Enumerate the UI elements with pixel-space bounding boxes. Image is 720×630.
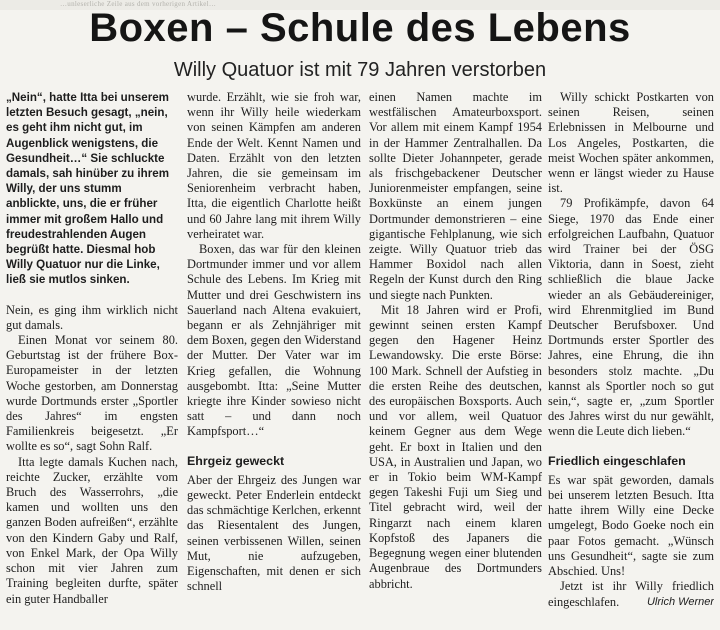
body-paragraph: Mit 18 Jahren wird er Profi, gewinnt seinen ersten Kampf gegen den Hagener Heinz Lewandowsky. Die erste Börse: 100 Mark. Schnell der Aufstieg in die ersten Reihe des deutschen, des europäischen Boxsports. Auch und vor allem, weil Quatuor keinem Gegner aus dem Wege geht. Er boxt in Italien und den USA, in Australien und Japan, wo er in Tokio beim WM-Kampf gegen Takeshi Fuji um Sieg und Titel gebracht wird, weil der Ringarzt nach einem klaren Kopfstoß des Japaners die Begegnung wegen einer blutenden Augenbraue des Dortmunders abbricht. <box>369 302 542 591</box>
article-column-1 <box>6 90 178 630</box>
ghost-text: …unleserliche Zeile aus dem vorherigen Artikel… <box>60 0 217 8</box>
headline: Boxen – Schule des Lebens <box>89 6 631 50</box>
article-column-4 <box>548 90 714 630</box>
body-paragraph: Einen Monat vor seinem 80. Geburtstag ist der frühere Box-Europameister in der letzten Woche gestorben, am Donnerstag wurde Dortmunds erster „Sportler des Jahres“ im engsten Familienkreis beigesetzt. „Er wollte es so“, sagt Sohn Ralf. <box>6 333 178 454</box>
body-paragraph: Willy schickt Postkarten von seinen Reisen, seinen Erlebnissen in Melbourne und Los Angeles, Postkarten, die meist Wochen später ankommen, wenn er längst wieder zu Hause ist. <box>548 90 714 196</box>
article-column-3 <box>369 90 542 630</box>
body-paragraph: Nein, es ging ihm wirklich nicht gut damals. <box>6 302 178 332</box>
lead-paragraph: „Nein“, hatte Itta bei unserem letzten Besuch gesagt, „nein, es geht ihm nicht gut, im Augenblick wenigstens, die Gesundheit…“ Sie schluckte damals, sah hinüber zu ihrem Willy, der uns stumm anblickte, uns, die er früher immer mit großem Hallo und freudestrahlenden Augen begrüßt hatte. Diesmal hob Willy Quatuor nur die Linke, ließ sie mutlos sinken. <box>6 91 169 287</box>
body-paragraph: Es war spät geworden, damals bei unserem letzten Besuch. Itta hatte ihrem Willy eine Decke umgelegt, Bodo Goeke noch ein paar Fotos gemacht. „Wünsch uns Gesundheit“, sagte sie zum Abschied. Uns! <box>548 472 714 579</box>
closing-paragraph <box>548 579 714 609</box>
section-subtitle: Ehrgeiz geweckt <box>187 453 285 468</box>
subheadline: Willy Quatuor ist mit 79 Jahren verstorben <box>173 59 547 81</box>
closing-text: Jetzt ist ihr Willy friedlich eingeschlafen. <box>548 579 714 609</box>
body-paragraph: wurde. Erzählt, wie sie froh war, wenn ihr Willy heile wiederkam von seinen Kämpfen am anderen Ende der Welt. Kennt Namen und Daten. Erzählt von den letzten Jahren, die sie gemeinsam im Seniorenheim verbracht haben, Itta, die eigentlich Charlotte heißt und 60 Jahre lang mit ihrem Willy verheiratet war. <box>187 90 361 241</box>
body-paragraph: 79 Profikämpfe, davon 64 Siege, 1970 das Ende einer erfolgreichen Laufbahn, Quatuor wird Trainer bei der ÖSG Viktoria, dann in Soest, zieht schließlich die blaue Jacke wieder an als Gebäudereiniger, wird Ehrenmitglied im Bund Deutscher Berufsboxer. Und Dortmunds erster Sportler des Jahres, eine Ehrung, die ihn besonders stolz machte. „Du kannst als Sportler noch so gut sein,“, sagte er, „zum Sportler des Jahres wirst du nur gewählt, wenn die Leute dich lieben.“ <box>548 196 714 439</box>
body-paragraph: Boxen, das war für den kleinen Dortmunder immer und vor allem Schule des Lebens. Im Krieg mit Mutter und drei Geschwistern ins Sauerland nach Altena evakuiert, begann er als Zehnjähriger mit dem Boxen, gegen den Widerstand der Mutter. Der Vater war im Krieg gefallen, die Wohnung ausgebombt. Itta: „Seine Mutter kriegte ihre Kinder sowieso nicht satt – und dann noch Kampfsport…“ <box>187 242 361 439</box>
body-paragraph: Aber der Ehrgeiz des Jungen war geweckt. Peter Enderlein entdeckt das schmächtige Kerlchen, erkennt das Riesentalent des Jungen, seinen verbissenen Willen, seinen Mut, nie aufzugeben, Eigenschaften, mit denen er sich schnell <box>187 472 361 594</box>
author-byline: Ulrich Werner <box>646 595 714 608</box>
section-subtitle: Friedlich eingeschlafen <box>548 453 686 468</box>
body-paragraph: einen Namen machte im westfälischen Amateurboxsport. Vor allem mit einem Kampf 1954 in der Hammer Zentralhallen. Da sollte Dieter Johannpeter, gerade als frischgebackener Deutscher Juniorenmeister empfangen, seine Boxkünste an einem jungen Dortmunder demonstrieren – eine gigantische Fehlplanung, wie sich zeigte. Willy Quatuor trieb das Hammer Boxidol nach allen Regeln der Kunst durch den Ring und siegte nach Punkten. <box>369 90 542 302</box>
article-column-2 <box>187 90 361 630</box>
body-paragraph: Itta legte damals Kuchen nach, reichte Zucker, erzählte vom Bruch des Wasserrohrs, „die kamen und wollten uns den ganzen Boden aufreißen“, erzählte von den Kindern Gaby und Ralf, von Enkel Mark, der Opa Willy schon mit vier Jahren zum Training begleiten durfte, später ein guter Handballer <box>6 454 178 606</box>
